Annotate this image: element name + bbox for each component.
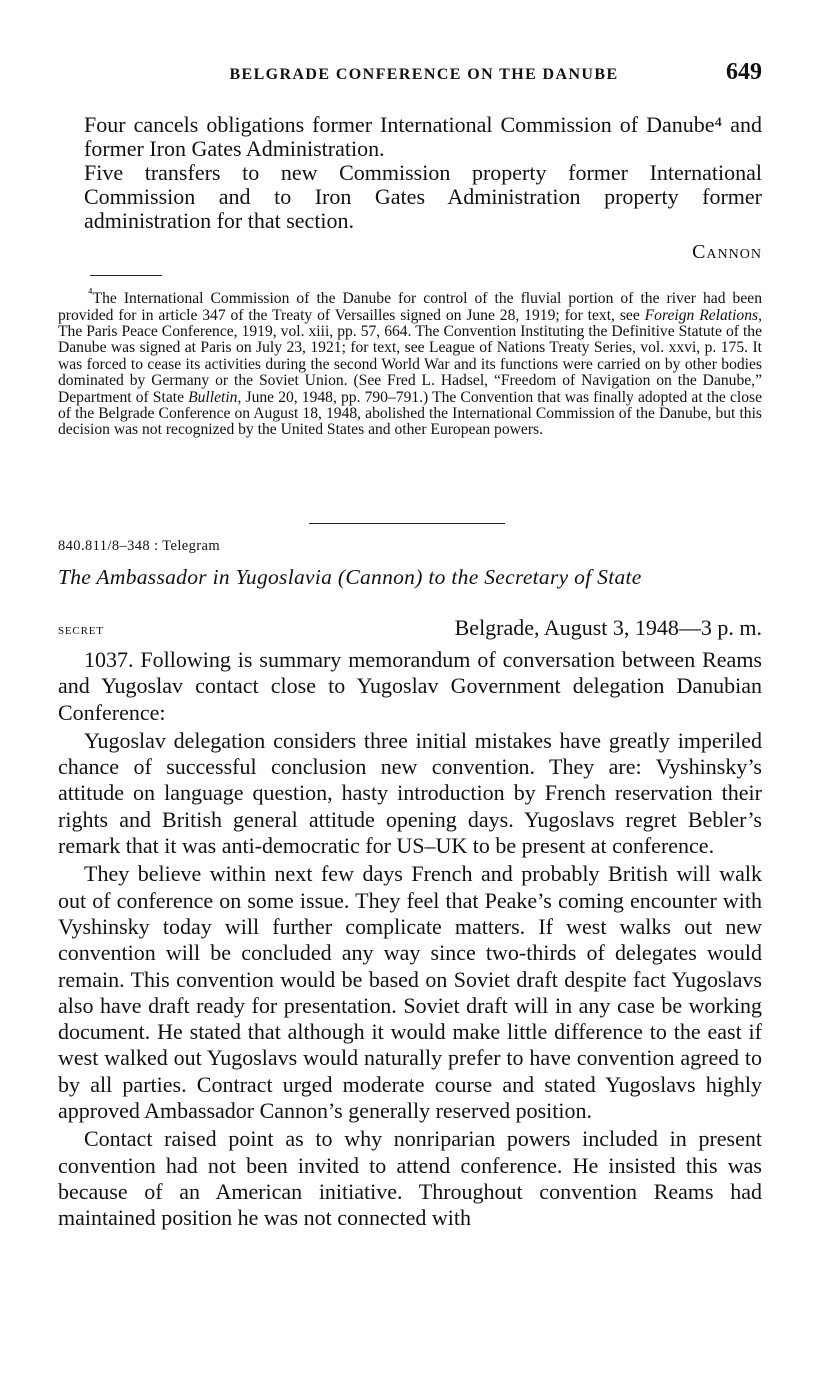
document-title: The Ambassador in Yugoslavia (Cannon) to the Secretary of State — [58, 565, 642, 589]
file-reference: 840.811/8–348 : Telegram — [58, 538, 221, 554]
telegram-body — [58, 647, 762, 1232]
footnote — [58, 285, 762, 439]
paragraph-five-transfers: Five transfers to new Commission property former International Commission and to Iron Gates Administration property former administration for that section. — [84, 160, 762, 233]
telegram-paragraph: They believe within next few days French and probably British will walk out of conference on some issue. They feel that Peake’s coming encounter with Vyshinsky today will further complicate matters. If west walks out new convention will be concluded any way since two-thirds of delegates would remain. This convention would be based on Soviet draft despite fact Yugoslavs also have draft ready for presentation. Soviet draft will in any case be working document. He stated that although it would make little difference to the east if west walked out Yugoslavs would naturally prefer to have convention agreed to by all parties. Contract urged moderate course and stated Yugoslavs highly approved Ambassador Cannon’s generally reserved position. — [58, 861, 762, 1124]
signature: Cannon — [692, 241, 762, 263]
telegram-paragraph: Yugoslav delegation considers three initial mistakes have greatly imperiled chance of successful conclusion new convention. They are: Vyshinsky’s attitude on language question, hasty introduction by French reservation their rights and British general attitude opening days. Yugoslavs regret Bebler’s remark that it was anti-democratic for US–UK to be present at conference. — [58, 727, 762, 859]
classification-label: secret — [58, 622, 104, 638]
paragraph-four-cancels: Four cancels obligations former International Commission of Danube⁴ and former Iron Gates Administration. — [84, 112, 762, 161]
footnote-divider — [90, 275, 162, 276]
footnote-text: $^{^4}$The International Commission of the Danube for control of the fluvial portion of the river had been provided for in article 347 of the Treaty of Versailles signed on June 28, 1919; for text, see Foreign Relations, The Paris Peace Conference, 1919, vol. xiii, pp. 57, 664. The Convention Instituting the Definitive Statute of the Danube was signed at Paris on July 23, 1921; for text, see League of Nations Treaty Series, vol. xxvi, p. 175. It was forced to cease its activities during the second World War and its functions were carried on by other bodies dominated by Germany or the Soviet Union. (See Fred L. Hadsel, “Freedom of Navigation on the Danube,” Department of State Bulletin, June 20, 1948, pp. 790–791.) The Convention that was finally adopted at the close of the Belgrade Conference on August 18, 1948, abolished the International Commission of the Danube, but this decision was not recognized by the United States and other European powers. — [58, 285, 762, 439]
footnote-marker: ⁴ — [88, 285, 93, 300]
page-header — [84, 59, 764, 94]
telegram-paragraph: Contact raised point as to why nonriparian powers included in present convention had not been invited to attend conference. He insisted this was because of an American initiative. Throughout convention Reams had maintained position he was not connected with — [58, 1126, 762, 1231]
dateline: Belgrade, August 3, 1948—3 p. m. — [454, 615, 762, 640]
top-paragraphs — [84, 113, 762, 233]
telegram-paragraph: 1037. Following is summary memorandum of conversation between Reams and Yugoslav contact close to Yugoslav Government delegation Danubian Conference: — [58, 647, 762, 725]
running-head: BELGRADE CONFERENCE ON THE DANUBE — [229, 66, 619, 83]
section-divider — [309, 523, 505, 524]
page-number: 649 — [726, 59, 762, 85]
